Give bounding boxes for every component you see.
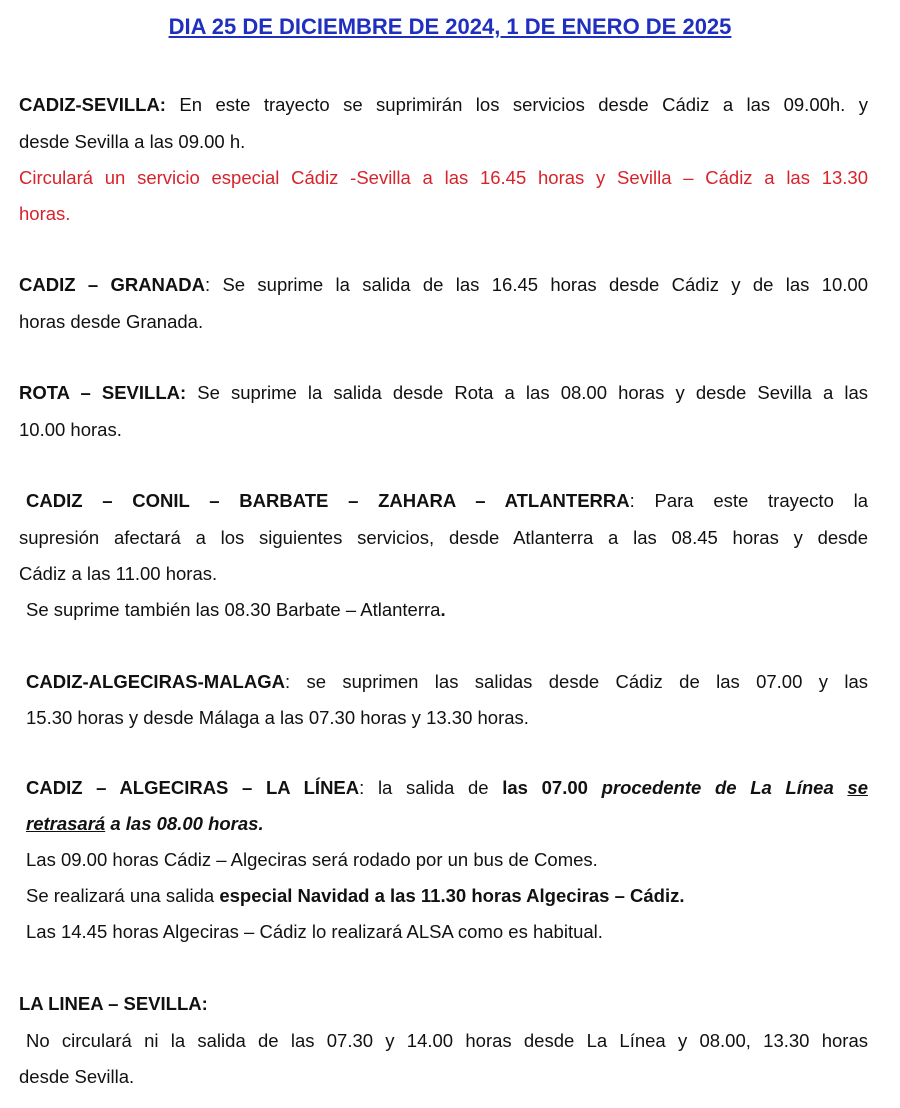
special-service-notice-end: horas. [19,203,71,224]
route-cadiz-granada-name: CADIZ – GRANADA [19,274,205,295]
route-cadiz-atlanterra-line-4: Se suprime también las 08.30 Barbate – Atlanterra. [26,599,446,620]
route-cadiz-malaga-line-2: 15.30 horas y desde Málaga a las 07.30 horas y 13.30 horas. [26,707,529,728]
route-cadiz-sevilla-line-1: CADIZ-SEVILLA: En este trayecto se suprimirán los servicios desde Cádiz a las 09.00h. y [19,94,868,115]
route-la-linea-sevilla-line-1: No circulará ni la salida de las 07.30 y 14.00 horas desde La Línea y 08.00, 13.30 horas [26,1030,868,1051]
page-title: DIA 25 DE DICIEMBRE DE 2024, 1 DE ENERO DE 2025 [168,14,732,39]
route-cadiz-la-linea-line-2: retrasará a las 08.00 horas. [26,813,264,834]
route-cadiz-la-linea-line-3: Las 09.00 horas Cádiz – Algeciras será rodado por un bus de Comes. [26,849,598,870]
route-la-linea-sevilla-name: LA LINEA – SEVILLA: [19,993,208,1014]
route-rota-sevilla-line-2: 10.00 horas. [19,419,122,440]
route-rota-sevilla-name: ROTA – SEVILLA: [19,382,187,403]
route-cadiz-atlanterra-line-1: CADIZ – CONIL – BARBATE – ZAHARA – ATLANTERRA: Para este trayecto la [26,490,868,511]
route-la-linea-sevilla-line-2: desde Sevilla. [19,1066,135,1087]
route-cadiz-malaga-line-1: CADIZ-ALGECIRAS-MALAGA: se suprimen las salidas desde Cádiz de las 07.00 y las [26,671,868,692]
route-cadiz-la-linea-name: CADIZ – ALGECIRAS – LA LÍNEA [26,777,360,798]
route-cadiz-atlanterra-name: CADIZ – CONIL – BARBATE – ZAHARA – ATLANTERRA [26,490,630,511]
special-service-notice: Circulará un servicio especial Cádiz -Sevilla a las 16.45 horas y Sevilla – Cádiz a las 13.30 [19,167,868,188]
route-cadiz-atlanterra-line-2: supresión afectará a los siguientes servicios, desde Atlanterra a las 08.45 horas y desde [19,527,868,548]
route-cadiz-la-linea-line-5: Las 14.45 horas Algeciras – Cádiz lo realizará ALSA como es habitual. [26,921,603,942]
route-rota-sevilla-line-1: ROTA – SEVILLA: Se suprime la salida desde Rota a las 08.00 horas y desde Sevilla a las [19,382,869,403]
route-cadiz-la-linea-line-4: Se realizará una salida especial Navidad a las 11.30 horas Algeciras – Cádiz. [26,885,685,906]
route-cadiz-sevilla-name: CADIZ-SEVILLA: [19,94,166,115]
route-cadiz-malaga-name: CADIZ-ALGECIRAS-MALAGA [26,671,285,692]
route-cadiz-granada-line-1: CADIZ – GRANADA: Se suprime la salida de las 16.45 horas desde Cádiz y de las 10.00 [19,274,868,295]
route-cadiz-la-linea-line-1: CADIZ – ALGECIRAS – LA LÍNEA: la salida de las 07.00 procedente de La Línea se [26,777,868,798]
route-cadiz-atlanterra-line-3: Cádiz a las 11.00 horas. [19,563,218,584]
route-cadiz-granada-line-2: horas desde Granada. [19,311,204,332]
route-cadiz-sevilla-line-2: desde Sevilla a las 09.00 h. [19,131,246,152]
